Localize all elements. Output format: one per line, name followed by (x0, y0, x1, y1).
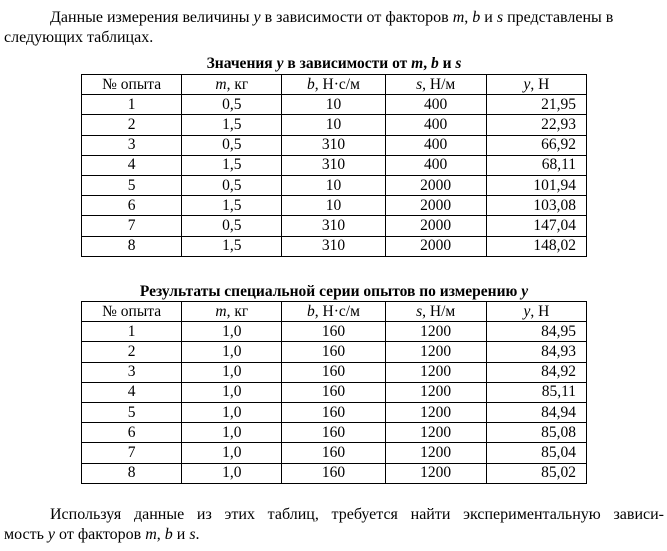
cell-s: 2000 (385, 236, 486, 256)
var-y: y (47, 526, 56, 543)
table-row (82, 175, 587, 195)
cell-experiment-no: 4 (82, 382, 182, 402)
cell-s: 2000 (385, 216, 486, 236)
outro-text: мость (4, 526, 44, 543)
table-values (81, 74, 587, 257)
cell-m: 0,5 (182, 175, 282, 195)
cell-experiment-no: 7 (82, 443, 182, 463)
cell-y: 84,93 (486, 342, 586, 362)
comma: , (464, 9, 469, 26)
cell-y: 101,94 (486, 175, 586, 195)
cell-s: 1200 (385, 342, 486, 362)
cell-s: 400 (385, 115, 486, 135)
conclusion-paragraph (4, 505, 664, 545)
cell-m: 1,0 (182, 382, 282, 402)
cell-s: 2000 (385, 196, 486, 216)
header-experiment-no: № опыта (82, 75, 182, 95)
var-b: b (472, 9, 481, 26)
table-row (82, 236, 587, 256)
cell-experiment-no: 3 (82, 135, 182, 155)
cell-s: 400 (385, 155, 486, 175)
table1-caption (80, 55, 588, 73)
cell-b: 310 (282, 135, 385, 155)
header-y (486, 302, 586, 322)
cell-y: 147,04 (486, 216, 586, 236)
cell-experiment-no: 1 (82, 322, 182, 342)
cell-m: 0,5 (182, 95, 282, 115)
unit: , кг (226, 302, 249, 320)
cell-m: 1,0 (182, 443, 282, 463)
cell-s: 1200 (385, 362, 486, 382)
cell-m: 1,0 (182, 362, 282, 382)
unit: , Н·с/м (314, 302, 360, 320)
intro-text: в зависимости от факторов (264, 9, 449, 26)
outro-line-2 (4, 526, 200, 543)
cell-b: 160 (282, 362, 385, 382)
cell-y: 103,08 (486, 196, 586, 216)
var-y: y (523, 302, 531, 320)
table-row (82, 196, 587, 216)
cell-b: 310 (282, 216, 385, 236)
cell-y: 85,04 (486, 443, 586, 463)
cell-y: 148,02 (486, 236, 586, 256)
table-row (82, 382, 587, 402)
table-header-row (82, 75, 587, 95)
cell-b: 160 (282, 342, 385, 362)
cell-s: 1200 (385, 443, 486, 463)
table-row (82, 463, 587, 483)
caption-text: Результаты специальной серии опытов по измерению (139, 283, 518, 300)
cell-experiment-no: 8 (82, 463, 182, 483)
cell-experiment-no: 8 (82, 236, 182, 256)
intro-paragraph (4, 8, 664, 48)
var-m: m (145, 526, 157, 543)
caption-text: Значения (206, 55, 273, 72)
cell-y: 85,02 (486, 463, 586, 483)
header-y (486, 75, 586, 95)
table-header-row (82, 302, 587, 322)
table-row (82, 342, 587, 362)
conj: и (442, 55, 452, 72)
cell-b: 10 (282, 175, 385, 195)
var-s: s (496, 9, 504, 26)
cell-m: 1,0 (182, 342, 282, 362)
cell-y: 85,11 (486, 382, 586, 402)
cell-b: 160 (282, 322, 385, 342)
cell-b: 160 (282, 402, 385, 422)
cell-b: 160 (282, 463, 385, 483)
table-row (82, 115, 587, 135)
header-m (182, 75, 282, 95)
var-b: b (307, 302, 315, 320)
table-row (82, 443, 587, 463)
cell-experiment-no: 7 (82, 216, 182, 236)
unit: , Н (530, 75, 550, 93)
cell-m: 1,0 (182, 402, 282, 422)
cell-s: 2000 (385, 175, 486, 195)
intro-text: представлены в (507, 9, 614, 26)
var-s: s (416, 302, 423, 320)
cell-b: 10 (282, 196, 385, 216)
cell-experiment-no: 5 (82, 402, 182, 422)
outro-line-1: Используя данные из этих таблиц, требуется найти экспериментальную зависи- (50, 506, 664, 523)
cell-s: 1200 (385, 423, 486, 443)
cell-m: 0,5 (182, 135, 282, 155)
cell-m: 1,5 (182, 236, 282, 256)
comma: , (423, 55, 428, 72)
cell-experiment-no: 1 (82, 95, 182, 115)
cell-b: 160 (282, 443, 385, 463)
cell-b: 310 (282, 155, 385, 175)
table-row (82, 402, 587, 422)
var-s: s (455, 55, 462, 72)
header-m (182, 302, 282, 322)
var-b: b (164, 526, 173, 543)
table-row (82, 155, 587, 175)
intro-text: Данные измерения величины (50, 9, 250, 26)
cell-experiment-no: 5 (82, 175, 182, 195)
cell-experiment-no: 4 (82, 155, 182, 175)
conj: и (176, 526, 186, 543)
cell-s: 1200 (385, 382, 486, 402)
cell-s: 1200 (385, 322, 486, 342)
unit: , Н·с/м (314, 75, 360, 93)
var-b: b (430, 55, 439, 72)
header-b (282, 75, 385, 95)
cell-y: 85,08 (486, 423, 586, 443)
table-row (82, 135, 587, 155)
table-row (82, 362, 587, 382)
cell-experiment-no: 3 (82, 362, 182, 382)
var-m: m (452, 9, 465, 26)
cell-s: 1200 (385, 463, 486, 483)
unit: , Н/м (422, 302, 456, 320)
cell-b: 10 (282, 115, 385, 135)
var-b: b (307, 75, 315, 93)
header-b (282, 302, 385, 322)
table2-caption (80, 283, 588, 301)
table-row (82, 95, 587, 115)
cell-y: 21,95 (486, 95, 586, 115)
header-s (385, 75, 486, 95)
cell-m: 1,5 (182, 196, 282, 216)
cell-experiment-no: 6 (82, 196, 182, 216)
var-m: m (215, 75, 227, 93)
cell-y: 66,92 (486, 135, 586, 155)
unit: , Н/м (422, 75, 456, 93)
intro-line-1 (4, 8, 664, 28)
cell-m: 1,5 (182, 155, 282, 175)
cell-y: 22,93 (486, 115, 586, 135)
var-m: m (411, 55, 424, 72)
cell-experiment-no: 2 (82, 115, 182, 135)
var-y: y (521, 283, 529, 300)
cell-m: 1,0 (182, 463, 282, 483)
header-s (385, 302, 486, 322)
cell-s: 1200 (385, 402, 486, 422)
cell-b: 310 (282, 236, 385, 256)
cell-s: 400 (385, 135, 486, 155)
cell-y: 68,11 (486, 155, 586, 175)
cell-m: 1,0 (182, 423, 282, 443)
cell-m: 1,0 (182, 322, 282, 342)
cell-s: 400 (385, 95, 486, 115)
unit: , кг (226, 75, 249, 93)
var-y: y (523, 75, 531, 93)
table-row (82, 216, 587, 236)
conj: и (484, 9, 493, 26)
cell-b: 10 (282, 95, 385, 115)
cell-b: 160 (282, 423, 385, 443)
var-y: y (253, 9, 261, 26)
table-special-series (81, 301, 587, 484)
period: . (195, 526, 200, 543)
header-experiment-no: № опыта (82, 302, 182, 322)
cell-y: 84,94 (486, 402, 586, 422)
outro-text: от факторов (59, 526, 142, 543)
cell-y: 84,95 (486, 322, 586, 342)
cell-m: 1,5 (182, 115, 282, 135)
var-m: m (215, 302, 227, 320)
table-row (82, 322, 587, 342)
cell-experiment-no: 6 (82, 423, 182, 443)
caption-text: в зависимости от (287, 55, 408, 72)
var-s: s (416, 75, 423, 93)
cell-b: 160 (282, 382, 385, 402)
intro-line-2: следующих таблицах. (4, 29, 154, 46)
unit: , Н (530, 302, 550, 320)
cell-experiment-no: 2 (82, 342, 182, 362)
var-s: s (189, 526, 196, 543)
table-row (82, 423, 587, 443)
var-y: y (276, 55, 284, 72)
cell-y: 84,92 (486, 362, 586, 382)
cell-m: 0,5 (182, 216, 282, 236)
comma: , (156, 526, 161, 543)
